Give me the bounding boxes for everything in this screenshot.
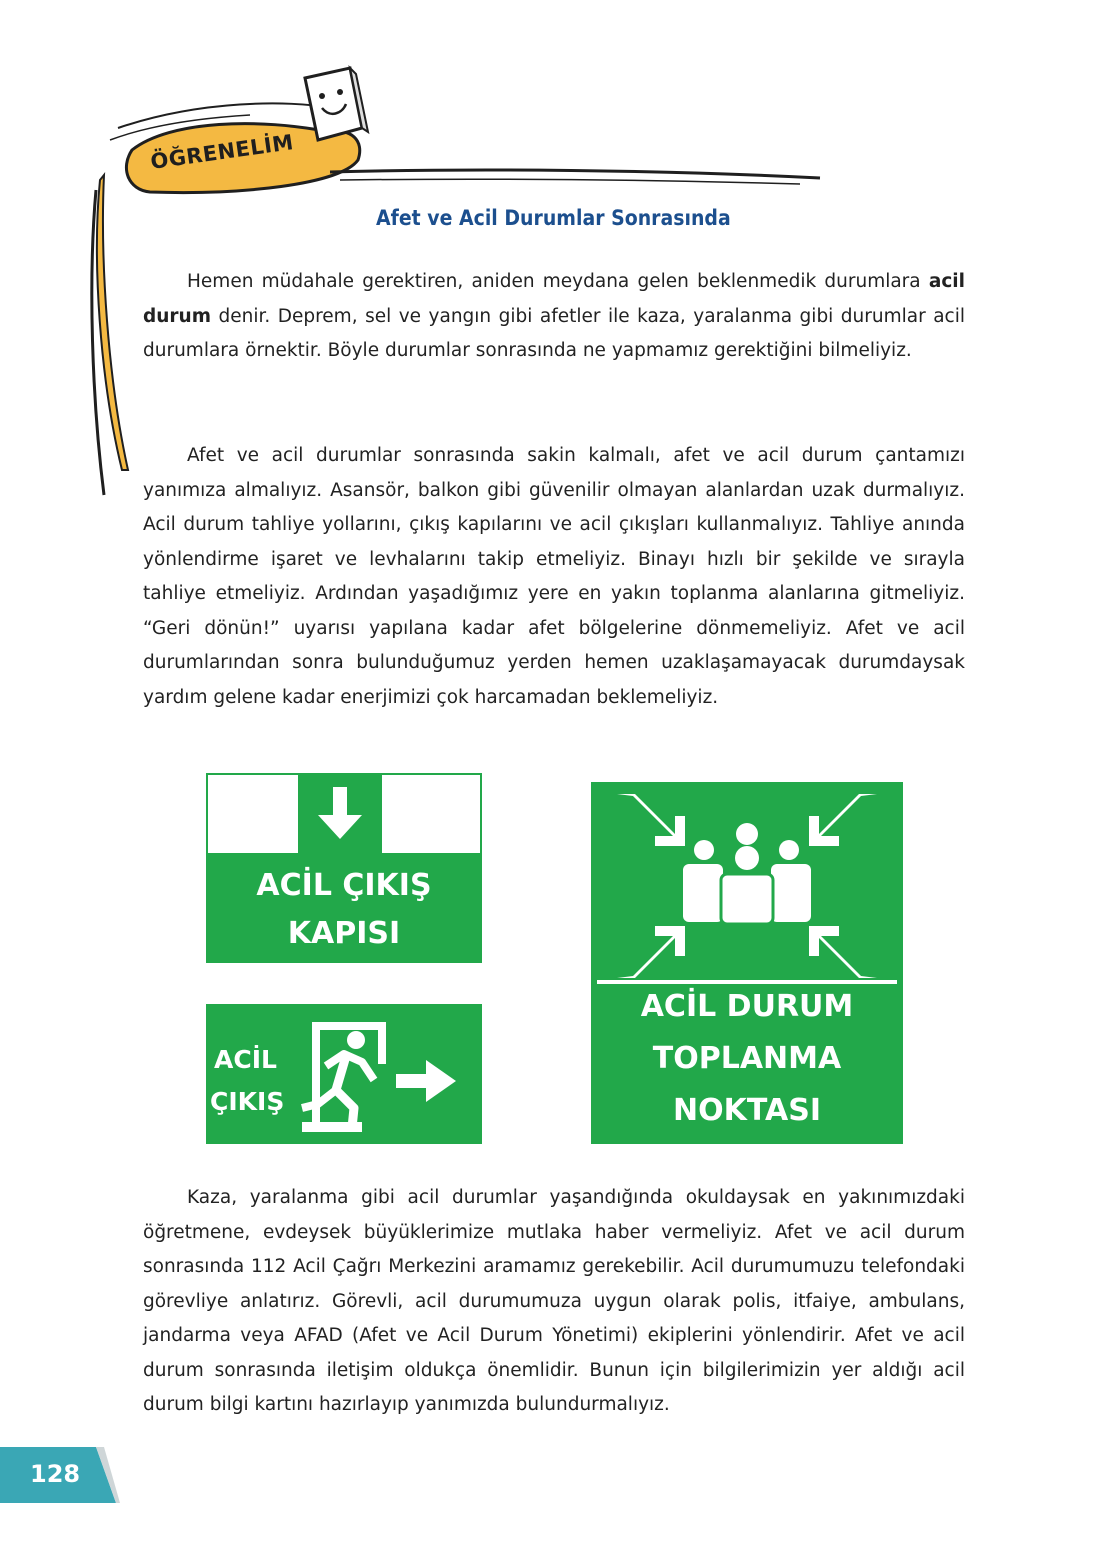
assembly-sign-line1: ACİL DURUM: [640, 989, 854, 1024]
page-title: Afet ve Acil Durumlar Sonrasında: [376, 206, 731, 230]
assembly-point-sign: [591, 782, 903, 1144]
exit-door-sign: [206, 773, 482, 963]
emergency-exit-sign-line2: ÇIKIŞ: [210, 1087, 285, 1116]
paragraph-1-bold-term: acil durum: [143, 271, 965, 327]
page-number: 128: [30, 1460, 81, 1488]
assembly-sign-line3: NOKTASI: [673, 1093, 821, 1128]
emergency-exit-sign: [206, 1004, 482, 1144]
paragraph-1-part2: denir. Deprem, sel ve yangın gibi afetler ile kaza, yaralanma gibi durumlar acil durumlara örnektir. Böyle durumlar sonrasında ne yapmamız gerektiğini bilmeliyiz.: [143, 305, 965, 361]
assembly-sign-line2: TOPLANMA: [652, 1041, 842, 1076]
book-mascot-icon: [305, 68, 368, 140]
paragraph-3: Kaza, yaralanma gibi acil durumlar yaşandığında okuldaysak en yakınımızdaki öğretmene, evdeysek büyüklerimize mutlaka haber vermeliyiz. Afet ve acil durum sonrasında 112 Acil Çağrı Merkezini aramamız gerekebilir. Acil durumumuzu telefondaki görevliye anlatırız. Görevli, acil durumumuza uygun olarak polis, itfaiye, ambulans, jandarma veya AFAD (Afet ve Acil Durum Yönetimi) ekiplerini yönlendirir. Afet ve acil durum sonrasında iletişim oldukça önemlidir. Bunun için bilgilerimizin yer aldığı acil durum bilgi kartını hazırlayıp yanımızda bulundurmalıyız.: [143, 1187, 965, 1415]
emergency-exit-sign-line1: ACİL: [214, 1045, 277, 1074]
exit-door-sign-line2: KAPISI: [287, 916, 401, 951]
paragraph-2: Afet ve acil durumlar sonrasında sakin kalmalı, afet ve acil durum çantamızı yanımıza almalıyız. Asansör, balkon gibi güvenilir olmayan alanlardan uzak durmalıyız. Acil durum tahliye yollarını, çıkış kapılarını ve acil çıkışları kullanmalıyız. Tahliye anında yönlendirme işaret ve levhalarını takip etmeliyiz. Binayı hızlı bir şekilde ve sırayla tahliye etmeliyiz. Ardından yaşadığımız yere en yakın toplanma alanlarına gitmeliyiz. “Geri dönün!” uyarısı yapılana kadar afet bölgelerine dönmemeliyiz. Afet ve acil durumlarından sonra bulunduğumuz yerden hemen uzaklaşamayacak durumdaysak yardım gelene kadar enerjimizi çok harcamadan beklemeliyiz.: [143, 445, 965, 708]
paragraph-1-part1: Hemen müdahale gerektiren, aniden meydana gelen beklenmedik durumlara: [187, 271, 929, 292]
exit-door-sign-line1: ACİL ÇIKIŞ: [256, 868, 432, 903]
section-label: ÖĞRENELİM: [149, 130, 296, 174]
paragraph-1: [143, 265, 965, 369]
